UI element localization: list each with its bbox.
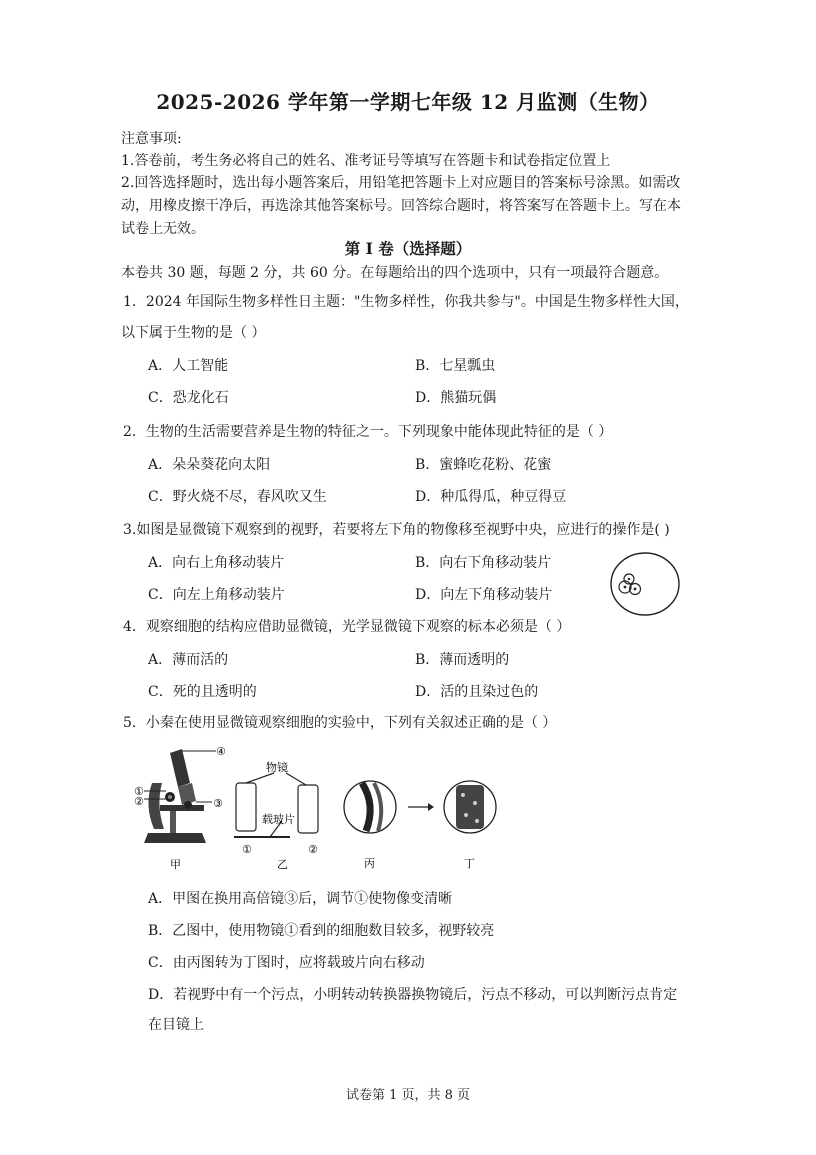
microscope-field-of-view-figure	[605, 550, 685, 620]
question-5-stem: 5．小秦在使用显微镜观察细胞的实验中，下列有关叙述正确的是（ ）	[123, 715, 557, 731]
page-title: 2025-2026 学年第一学期七年级 12 月监测（生物）	[156, 90, 660, 114]
question-3-option-b: B．向右下角移动装片	[415, 555, 552, 571]
notice-item-2-line-2: 动，用橡皮擦干净后，再选涂其他答案标号。回答综合题时，将答案写在答题卡上。写在本	[121, 198, 681, 214]
arrow-right-icon	[408, 803, 434, 811]
page-footer: 试卷第 1 页，共 8 页	[345, 1088, 471, 1103]
label-slide: 载玻片	[262, 813, 295, 826]
question-3-option-d: D．向左下角移动装片	[415, 587, 553, 603]
question-1-option-a: A．人工智能	[148, 358, 229, 374]
question-1-option-b: B．七星瓢虫	[415, 358, 496, 374]
question-5-figure	[130, 745, 520, 873]
question-2-option-b: B．蜜蜂吃花粉、花蜜	[415, 457, 552, 473]
question-2-option-d: D．种瓜得瓜，种豆得豆	[415, 489, 567, 505]
question-3-stem: 3.如图是显微镜下观察到的视野，若要将左下角的物像移至视野中央，应进行的操作是( )	[123, 522, 670, 538]
question-5-option-d-continued: 在目镜上	[148, 1017, 204, 1033]
label-bing: 丙	[364, 857, 375, 870]
question-3-option-c: C．向左上角移动装片	[148, 587, 285, 603]
question-1-option-c: C．恐龙化石	[148, 390, 229, 406]
objective-lenses-yi-icon	[234, 773, 318, 837]
question-4-stem: 4．观察细胞的结构应借助显微镜，光学显微镜下观察的标本必须是（ ）	[123, 619, 571, 635]
question-4-option-d: D．活的且染过色的	[415, 684, 539, 700]
question-2-option-c: C．野火烧不尽，春风吹又生	[148, 489, 327, 505]
label-objective: 物镜	[266, 761, 288, 774]
notice-item-2-line-1: 2.回答选择题时，选出每小题答案后，用铅笔把答题卡上对应题目的答案标号涂黑。如需改	[121, 175, 681, 191]
question-5-option-a: A．甲图在换用高倍镜③后，调节①使物像变清晰	[148, 891, 453, 907]
label-n4: ④	[216, 745, 226, 758]
question-5-option-c: C．由丙图转为丁图时，应将载玻片向右移动	[148, 955, 425, 971]
microscope-jia-icon	[144, 749, 216, 843]
question-1-stem-line-2: 以下属于生物的是（ ）	[121, 325, 266, 341]
notice-item-2-line-3: 试卷上无效。	[121, 221, 205, 237]
question-2-option-a: A．朵朵葵花向太阳	[148, 457, 271, 473]
label-jia: 甲	[170, 858, 181, 871]
question-5-option-b: B．乙图中，使用物镜①看到的细胞数目较多，视野较亮	[148, 923, 495, 939]
question-4-option-a: A．薄而活的	[148, 652, 229, 668]
question-3-option-a: A．向右上角移动装片	[148, 555, 285, 571]
label-n1: ①	[134, 785, 144, 798]
label-n2: ②	[134, 795, 144, 808]
label-yi: 乙	[277, 858, 288, 871]
label-n3: ③	[213, 797, 223, 810]
label-yi-n1: ①	[242, 843, 252, 856]
label-ding: 丁	[464, 857, 475, 870]
label-yi-n2: ②	[308, 843, 318, 856]
question-5-option-d: D．若视野中有一个污点，小明转动转换器换物镜后，污点不移动，可以判断污点肯定	[148, 987, 678, 1003]
section-title: 第 I 卷（选择题）	[344, 239, 472, 258]
question-4-option-c: C．死的且透明的	[148, 684, 257, 700]
question-1-option-d: D．熊猫玩偶	[415, 390, 497, 406]
field-view-bing-icon	[344, 781, 396, 833]
field-view-ding-icon	[444, 781, 496, 833]
notice-item-1: 1.答卷前，考生务必将自己的姓名、准考证号等填写在答题卡和试卷指定位置上	[121, 153, 611, 169]
notice-heading: 注意事项:	[121, 131, 182, 147]
question-4-option-b: B．薄而透明的	[415, 652, 510, 668]
section-instruction: 本卷共 30 题，每题 2 分，共 60 分。在每题给出的四个选项中，只有一项最符合题意。	[121, 265, 669, 281]
question-2-stem: 2．生物的生活需要营养是生物的特征之一。下列现象中能体现此特征的是（ ）	[123, 424, 613, 440]
question-1-stem-line-1: 1．2024 年国际生物多样性日主题："生物多样性，你我共参与"。中国是生物多样性大国，	[123, 294, 689, 310]
